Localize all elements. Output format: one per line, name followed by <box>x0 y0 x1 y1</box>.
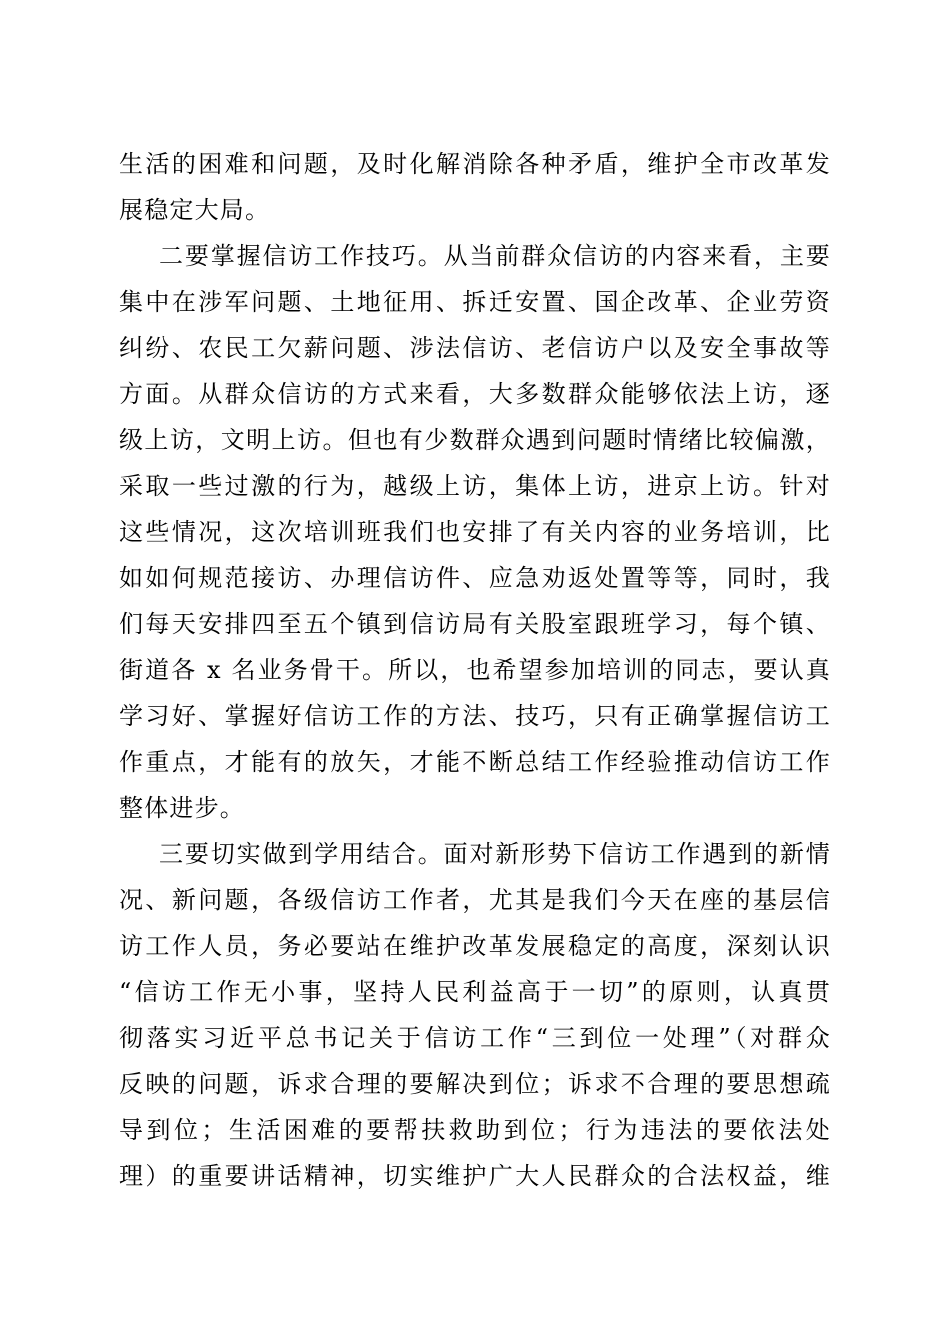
text-line: 况、新问题，各级信访工作者，尤其是我们今天在座的基层信 <box>119 886 831 914</box>
text-line: 们每天安排四至五个镇到信访局有关股室跟班学习，每个镇、 <box>119 610 831 638</box>
text-line: 学习好、掌握好信访工作的方法、技巧，只有正确掌握信访工 <box>119 702 831 730</box>
text-line: 方面。从群众信访的方式来看，大多数群众能够依法上访，逐 <box>119 380 831 408</box>
text-line: “信访工作无小事，坚持人民利益高于一切”的原则，认真贯 <box>119 978 831 1006</box>
text-line: 纠纷、农民工欠薪问题、涉法信访、老信访户以及安全事故等 <box>119 334 831 362</box>
text-line: 作重点，才能有的放矢，才能不断总结工作经验推动信访工作 <box>119 748 831 776</box>
paragraph-continuation <box>119 141 831 233</box>
text-line: 生活的困难和问题，及时化解消除各种矛盾，维护全市改革发 <box>119 150 831 178</box>
text-line: 反映的问题，诉求合理的要解决到位；诉求不合理的要思想疏 <box>119 1070 831 1098</box>
text-line: 集中在涉军问题、土地征用、拆迁安置、国企改革、企业劳资 <box>119 288 831 316</box>
text-line: 导到位；生活困难的要帮扶救助到位；行为违法的要依法处 <box>119 1116 831 1144</box>
document-body <box>119 141 831 1199</box>
paragraph-point-two <box>119 233 831 831</box>
text-line: 采取一些过激的行为，越级上访，集体上访，进京上访。针对 <box>119 472 831 500</box>
text-line: 二要掌握信访工作技巧。从当前群众信访的内容来看，主要 <box>159 242 831 270</box>
text-line: 访工作人员，务必要站在维护改革发展稳定的高度，深刻认识 <box>119 932 831 960</box>
text-line: 街道各 x 名业务骨干。所以，也希望参加培训的同志，要认真 <box>119 656 831 684</box>
text-line: 彻落实习近平总书记关于信访工作“三到位一处理”（对群众 <box>119 1024 831 1052</box>
text-line: 展稳定大局。 <box>119 196 271 224</box>
text-line: 三要切实做到学用结合。面对新形势下信访工作遇到的新情 <box>159 840 831 868</box>
paragraph-point-three <box>119 831 831 1199</box>
text-line: 级上访，文明上访。但也有少数群众遇到问题时情绪比较偏激， <box>119 426 831 454</box>
text-line: 整体进步。 <box>119 794 245 822</box>
text-line: 如如何规范接访、办理信访件、应急劝返处置等等，同时，我 <box>119 564 831 592</box>
text-line: 这些情况，这次培训班我们也安排了有关内容的业务培训，比 <box>119 518 831 546</box>
text-line: 理）的重要讲话精神，切实维护广大人民群众的合法权益，维 <box>119 1162 831 1190</box>
